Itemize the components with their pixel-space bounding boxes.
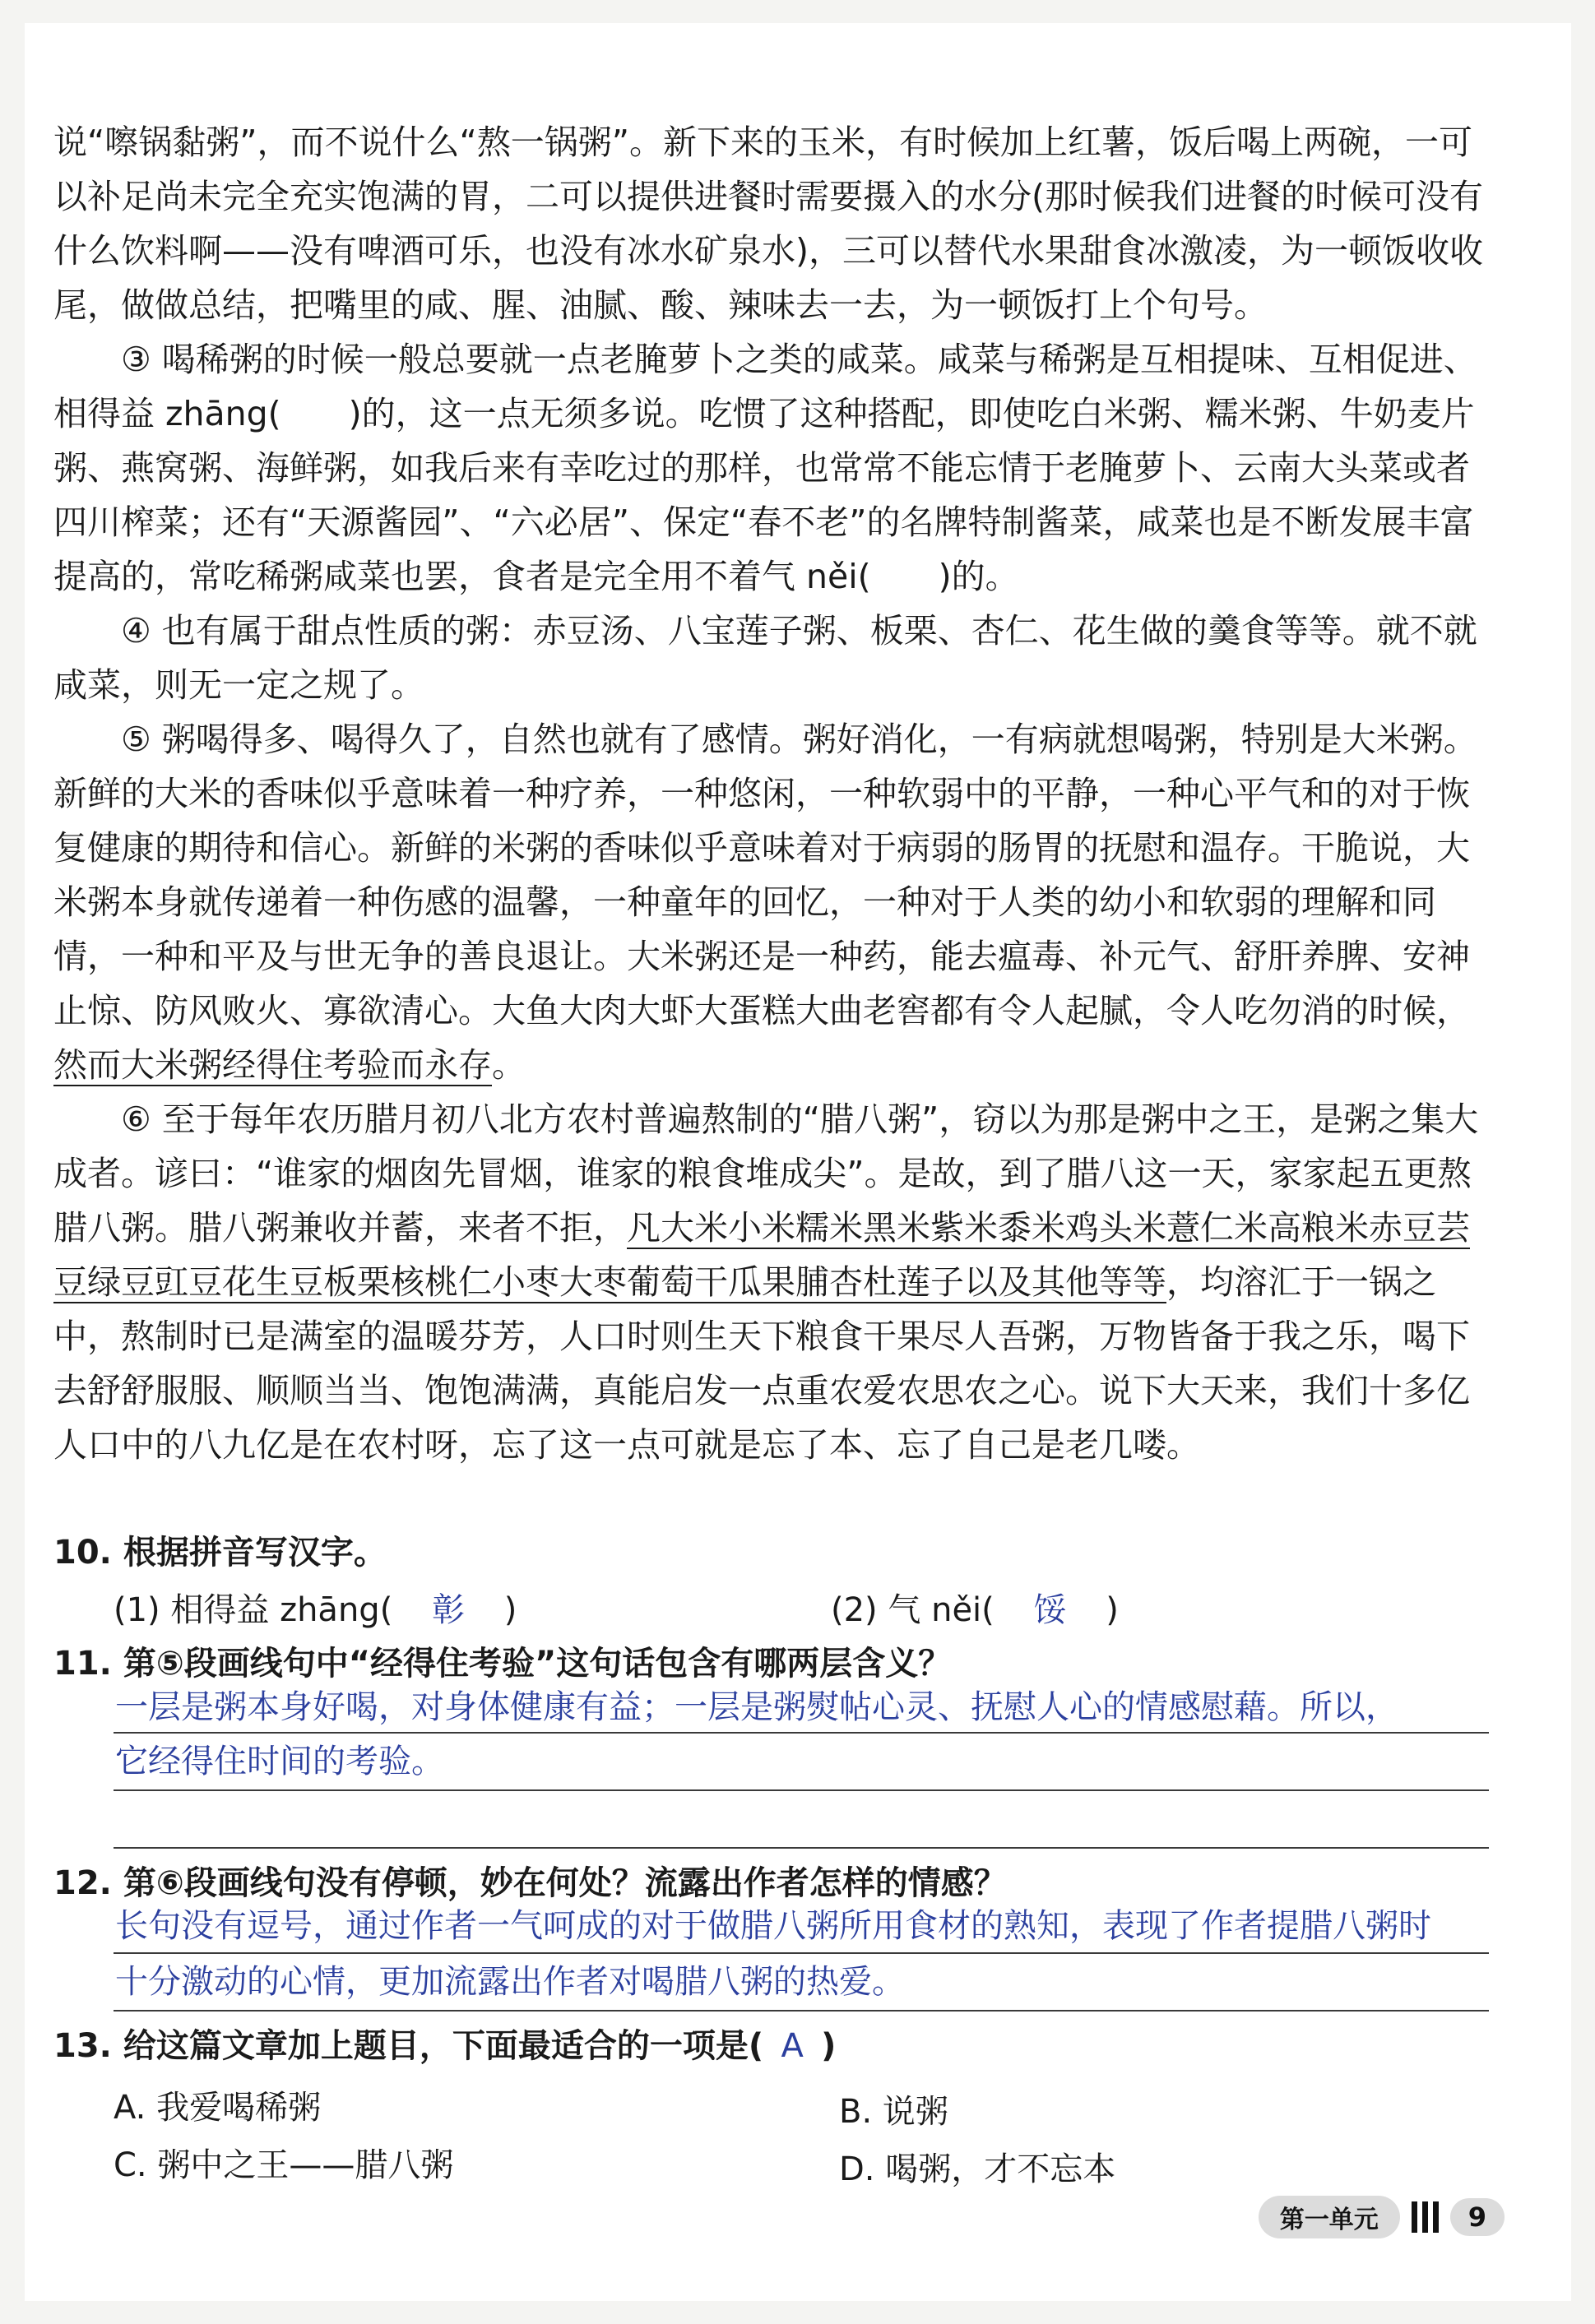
footer-bars-decoration <box>1412 2201 1439 2233</box>
paragraph-5-underlined-sentence: 然而大米粥经得住考验而永存 <box>53 1045 492 1085</box>
paragraph-6-text-end: ，均溶汇于一锅之中，熬制时已是满室的温暖芬芳，人口时则生天下粮食干果尽人吾粥，万物皆备于我之乐，喝下去舒舒服服、顺顺当当、饱饱满满，真能启发一点重农爱农思农之心。说下大天来，我们十多亿人口中的八九亿是在农村呀，忘了这一点可就是忘了本、忘了自己是老几喽。 <box>53 1262 1470 1465</box>
paragraph-6-underlined-sentence: 凡大米小米糯米黑米紫米黍米鸡头米薏仁米高粮米赤豆芸豆绿豆豇豆花生豆板栗核桃仁小枣大枣葡萄干瓜果脯杏杜莲子以及其他等等 <box>53 1208 1470 1302</box>
option-b[interactable]: B. 说粥 <box>839 2093 948 2131</box>
question-11-prompt: 第⑤段画线句中“经得住考验”这句话包含有哪两层含义？ <box>123 1645 952 1683</box>
question-11-answer-rule-3 <box>114 1847 1489 1849</box>
question-11-answer-line-1[interactable]: 一层是粥本身好喝，对身体健康有益；一层是粥熨帖心灵、抚慰人心的情感慰藉。所以， <box>115 1688 1398 1726</box>
paragraph-4: ④ 也有属于甜点性质的粥：赤豆汤、八宝莲子粥、板栗、杏仁、花生做的羹食等等。就不就咸菜，则无一定之规了。 <box>53 611 1477 705</box>
question-10-item-2 <box>831 1587 1119 1633</box>
question-13-answer[interactable]: A <box>781 2027 804 2065</box>
question-10-item-1-answer[interactable]: 彰 <box>432 1591 466 1629</box>
option-d[interactable]: D. 喝粥，才不忘本 <box>839 2150 1116 2188</box>
question-13-number: 13. <box>53 2027 112 2065</box>
paragraph-5-text: ⑤ 粥喝得多、喝得久了，自然也就有了感情。粥好消化，一有病就想喝粥，特别是大米粥。新鲜的大米的香味似乎意味着一种疗养，一种悠闲，一种软弱中的平静，一种心平气和的对于恢复健康的期待和信心。新鲜的米粥的香味似乎意味着对于病弱的肠胃的抚慰和温存。干脆说，大米粥本身就传递着一种伤感的温馨，一种童年的回忆，一种对于人类的幼小和软弱的理解和同情，一种和平及与世无争的善良退让。大米粥还是一种药，能去瘟毒、补元气、舒肝养脾、安神止惊、防风败火、寡欲清心。大鱼大肉大虾大蛋糕大曲老窖都有令人起腻，令人吃勿消的时候， <box>53 720 1477 1030</box>
paragraph-5 <box>53 712 1485 1092</box>
question-10-item-1 <box>114 1587 517 1633</box>
question-10-item-2-close: ) <box>1106 1591 1119 1629</box>
question-12-prompt: 第⑥段画线句没有停顿，妙在何处？流露出作者怎样的情感？ <box>123 1864 1007 1902</box>
question-10-prompt: 根据拼音写汉字。 <box>123 1534 387 1572</box>
question-10-item-2-label: (2) 气 něi( <box>831 1591 995 1629</box>
question-10-item-1-label: (1) 相得益 zhāng( <box>114 1591 393 1629</box>
paragraph-6 <box>53 1092 1485 1472</box>
question-12-answer-rule-2 <box>114 2010 1489 2012</box>
reading-passage <box>53 115 1485 1472</box>
question-10 <box>53 1530 387 1576</box>
unit-label: 第一单元 <box>1259 2196 1400 2238</box>
paragraph-3: ③ 喝稀粥的时候一般总要就一点老腌萝卜之类的咸菜。咸菜与稀粥是互相提味、互相促进、相得益 zhāng( )的，这一点无须多说。吃惯了这种搭配，即使吃白米粥、糯米粥、牛奶麦片粥、燕窝粥、海鲜粥，如我后来有幸吃过的那样，也常常不能忘情于老腌萝卜、云南大头菜或者四川榨菜；还有“天源酱园”、“六必居”、保定“春不老”的名牌特制酱菜，咸菜也是不断发展丰富提高的，常吃稀粥咸菜也罢，食者是完全用不着气 něi( )的。 <box>53 340 1477 596</box>
question-10-number: 10. <box>53 1534 112 1572</box>
question-12-answer-line-2[interactable]: 十分激动的心情，更加流露出作者对喝腊八粥的热爱。 <box>115 1963 905 2001</box>
question-13 <box>53 2023 836 2069</box>
question-10-item-1-close: ) <box>503 1591 517 1629</box>
question-12-number: 12. <box>53 1864 112 1902</box>
question-13-prompt: 给这篇文章加上题目，下面最适合的一项是( <box>123 2027 764 2065</box>
question-11-answer-rule-2 <box>114 1789 1489 1791</box>
paragraph-5-end: 。 <box>492 1045 526 1085</box>
question-13-prompt-close: ) <box>821 2027 837 2065</box>
page-footer <box>1259 2196 1505 2238</box>
question-11-answer-line-2[interactable]: 它经得住时间的考验。 <box>115 1743 444 1780</box>
paragraph-6-text: ⑥ 至于每年农历腊月初八北方农村普遍熬制的“腊八粥”，窃以为那是粥中之王，是粥之集大成者。谚曰：“谁家的烟囱先冒烟，谁家的粮食堆成尖”。是故，到了腊八这一天，家家起五更熬腊八粥。腊八粥兼收并蓄，来者不拒， <box>53 1100 1479 1248</box>
page-number: 9 <box>1450 2198 1505 2236</box>
option-c[interactable]: C. 粥中之王——腊八粥 <box>114 2146 454 2184</box>
question-12-answer-line-1[interactable]: 长句没有逗号，通过作者一气呵成的对于做腊八粥所用食材的熟知，表现了作者提腊八粥时 <box>115 1907 1431 1945</box>
question-11-number: 11. <box>53 1645 112 1683</box>
question-10-item-2-answer[interactable]: 馁 <box>1033 1591 1067 1629</box>
option-a[interactable]: A. 我爱喝稀粥 <box>114 2089 322 2127</box>
paragraph-intro: 说“嚓锅黏粥”，而不说什么“熬一锅粥”。新下来的玉米，有时候加上红薯，饭后喝上两碗，一可以补足尚未完全充实饱满的胃，二可以提供进餐时需要摄入的水分(那时候我们进餐的时候可没有什么饮料啊——没有啤酒可乐，也没有冰水矿泉水)，三可以替代水果甜食冰激凌，为一顿饭收收尾，做做总结，把嘴里的咸、腥、油腻、酸、辣味去一去，为一顿饭打上个句号。 <box>53 123 1483 325</box>
